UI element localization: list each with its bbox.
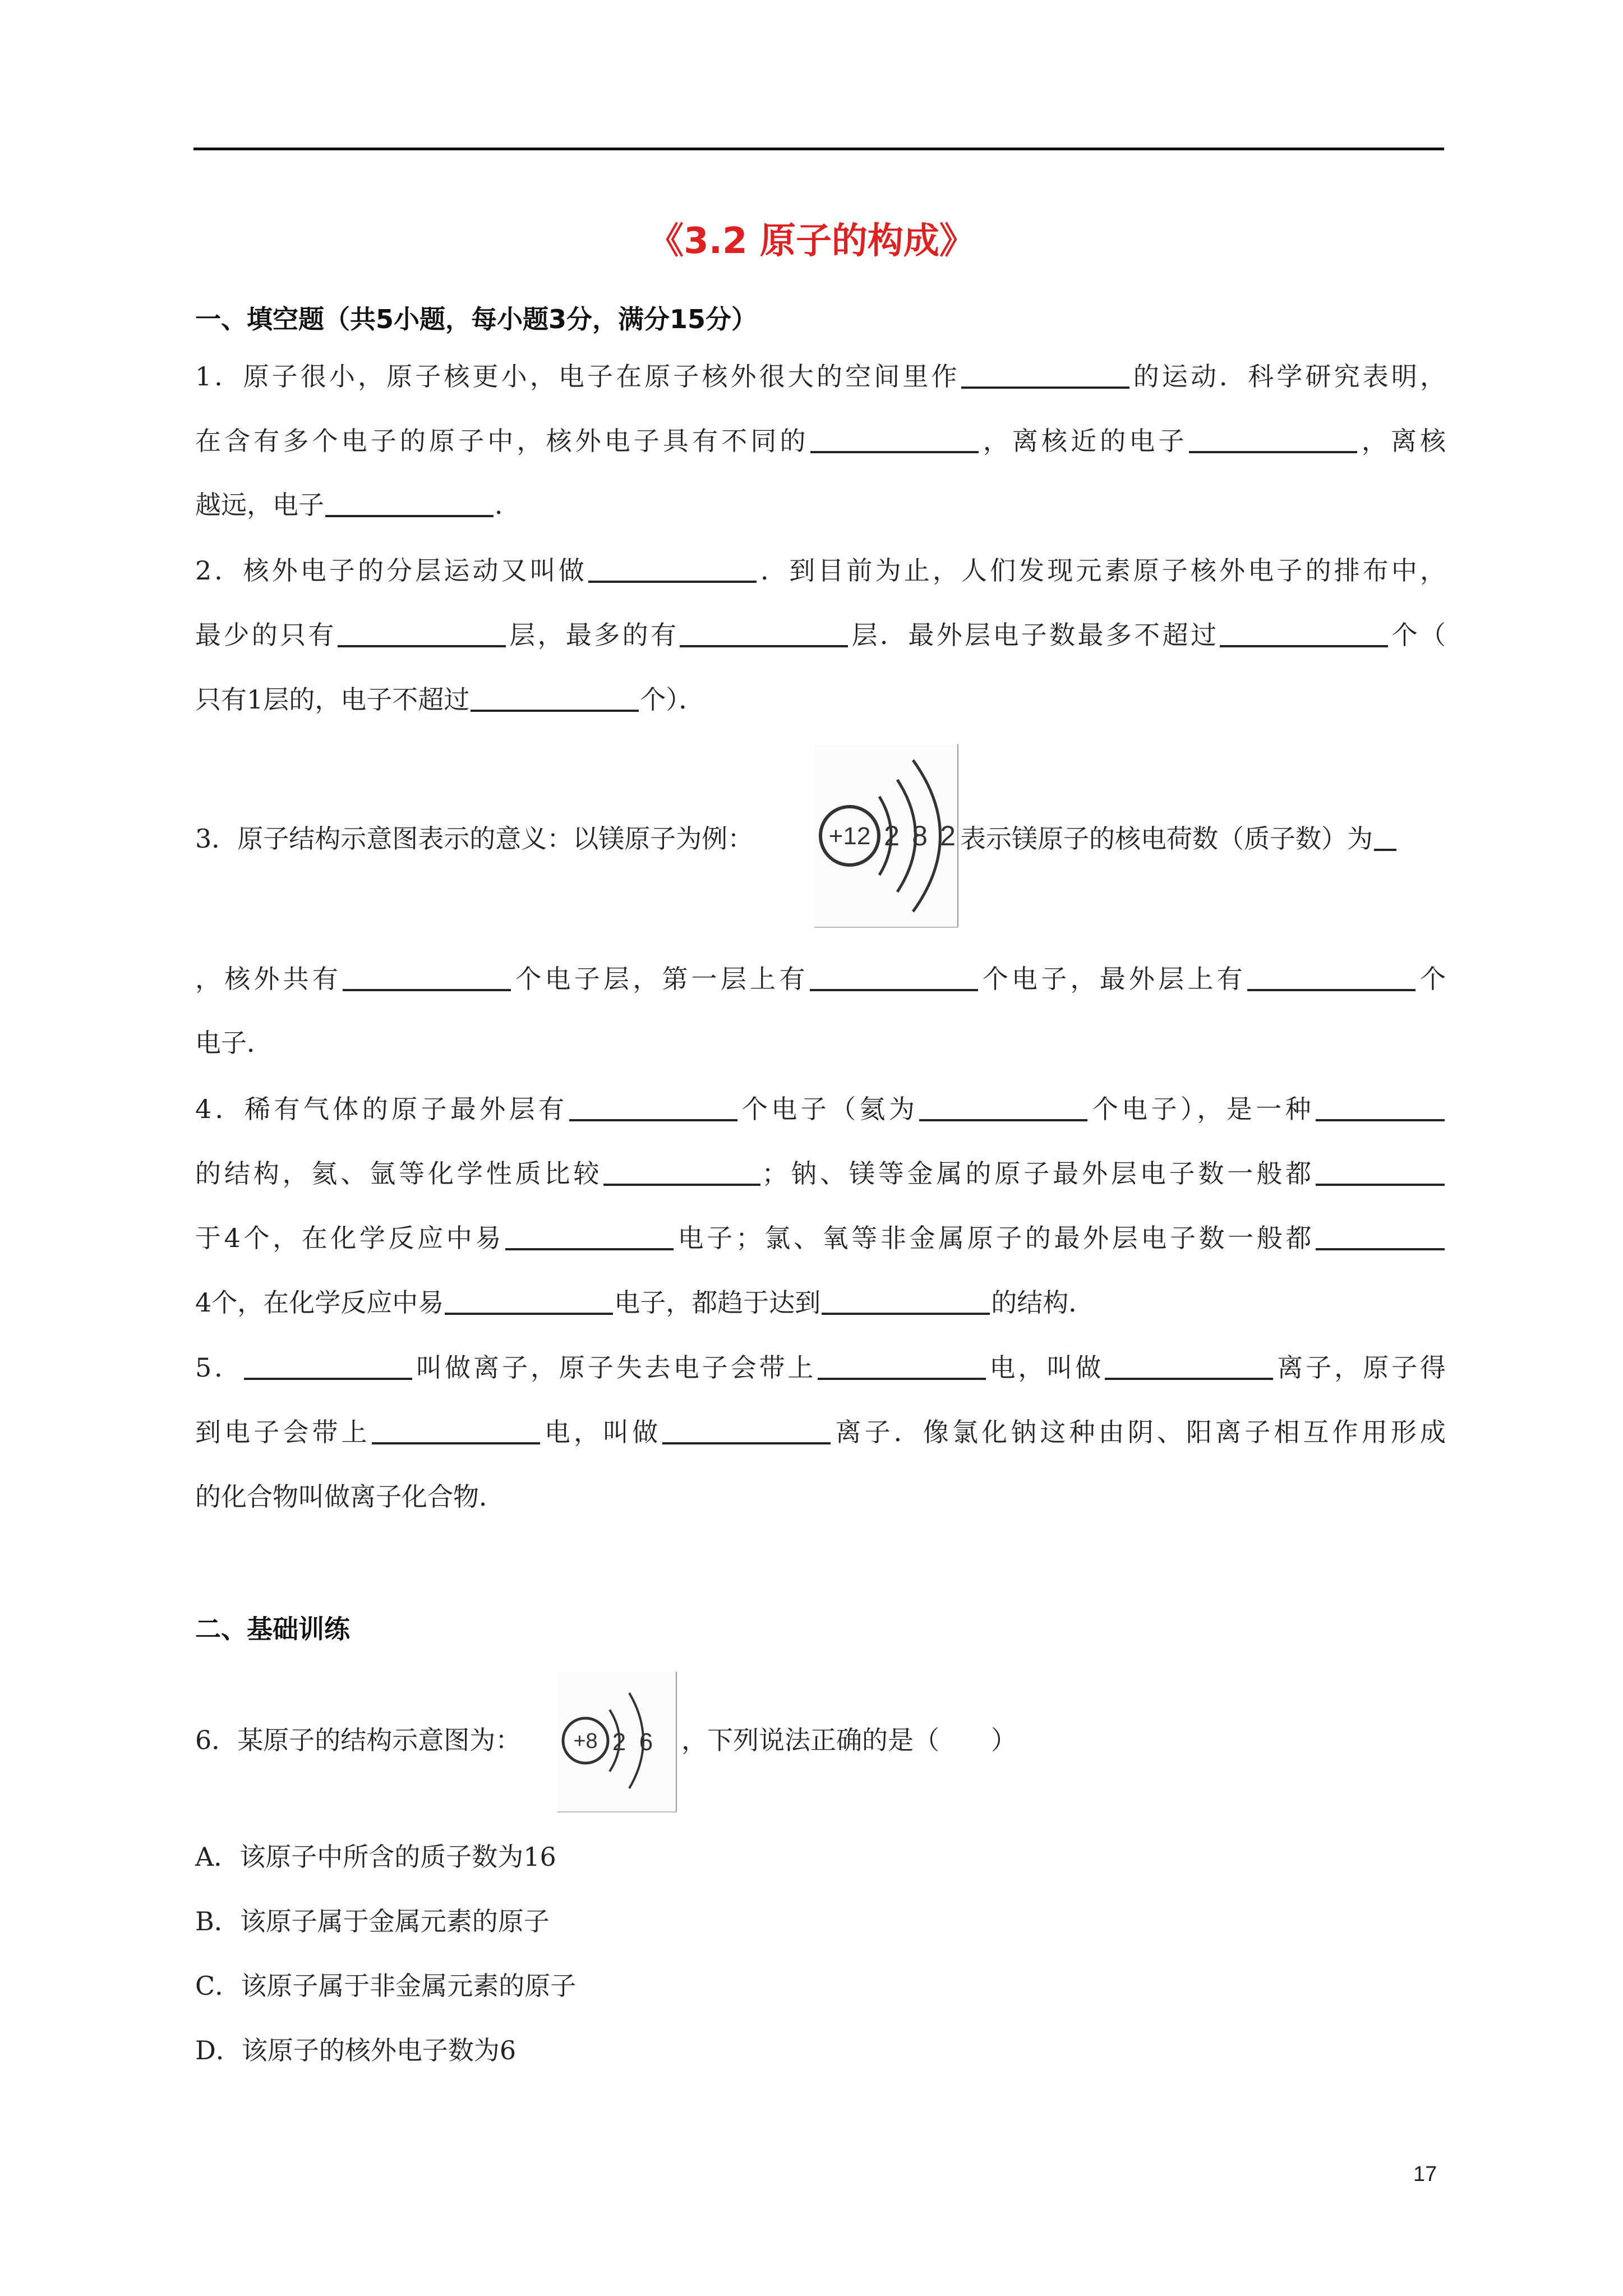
q6-option-d[interactable]: D．该原子的核外电子数为6 (195, 2035, 517, 2065)
q3-line-2: ，核外共有 个电子层，第一层上有 个电子，最外层上有 个 (195, 964, 1446, 994)
blank[interactable] (325, 490, 494, 517)
shell-3-count: 2 (940, 820, 956, 852)
shell-2-count: 8 (912, 820, 928, 852)
blank[interactable] (505, 1223, 674, 1250)
q6-option-b[interactable]: B．该原子属于金属元素的原子 (195, 1906, 550, 1936)
blank[interactable] (569, 1094, 737, 1121)
blank[interactable] (818, 1353, 986, 1380)
blank[interactable] (338, 620, 506, 647)
blank[interactable] (961, 362, 1129, 389)
blank[interactable] (1105, 1353, 1273, 1380)
blank[interactable] (1316, 1159, 1445, 1186)
blank[interactable] (1316, 1094, 1445, 1121)
q1-line-2: 在含有多个电子的原子中，核外电子具有不同的 ，离核近的电子 ，离核 (195, 426, 1446, 456)
q3-line-3: 电子． (195, 1028, 273, 1058)
q5-line-3: 的化合物叫做离子化合物． (195, 1481, 505, 1512)
blank[interactable] (471, 685, 639, 712)
q6-option-c[interactable]: C．该原子属于非金属元素的原子 (195, 1971, 577, 2001)
blank[interactable] (588, 556, 757, 583)
oxygen-atom-diagram (556, 1671, 680, 1814)
blank[interactable] (822, 1288, 990, 1315)
nucleus-charge: +8 (573, 1729, 598, 1753)
blank[interactable] (1316, 1223, 1445, 1250)
page-title: 《3.2 原子的构成》 (648, 220, 975, 262)
q2-line-1: 2．核外电子的分层运动又叫做 ．到目前为止，人们发现元素原子核外电子的排布中， (195, 555, 1446, 586)
blank[interactable] (680, 620, 848, 647)
blank[interactable] (603, 1159, 760, 1186)
blank[interactable] (372, 1418, 540, 1444)
q4-line-4: 4个，在化学反应中易 电子，都趋于达到 的结构． (195, 1287, 1095, 1318)
q3-line-1a: 3．原子结构示意图表示的意义：以镁原子为例： (195, 823, 754, 854)
q5-line-2: 到电子会带上 电，叫做 离子．像氯化钠这种由阴、阳离子相互作用形成 (195, 1417, 1446, 1447)
blank[interactable] (445, 1288, 613, 1315)
section-1-heading: 一、填空题（共5小题，每小题3分，满分15分） (195, 304, 758, 334)
q4-line-1: 4．稀有气体的原子最外层有 个电子（氦为 个电子），是一种 (195, 1092, 1446, 1126)
blank[interactable] (662, 1418, 831, 1444)
q1-line-3: 越远，电子 ． (195, 490, 520, 520)
q4-line-2: 的结构，氦、氩等化学性质比较 ；钠、镁等金属的原子最外层电子数一般都 (195, 1157, 1446, 1190)
q5-line-1: 5． 叫做离子，原子失去电子会带上 电，叫做 离子，原子得 (195, 1352, 1446, 1383)
blank[interactable] (1189, 426, 1357, 453)
q6-stem-b: ，下列说法正确的是（ ） (681, 1725, 1017, 1755)
blank[interactable] (810, 426, 979, 453)
blank[interactable] (1220, 620, 1388, 647)
blank[interactable] (1374, 824, 1396, 851)
nucleus-charge: +12 (828, 822, 871, 850)
q2-line-2: 最少的只有 层，最多的有 层．最外层电子数最多不超过 个（ (195, 620, 1446, 650)
shell-2-count: 6 (639, 1728, 653, 1756)
q2-line-3: 只有1层的，电子不超过 个）． (195, 684, 705, 715)
blank[interactable] (1247, 964, 1415, 991)
q6-stem-a: 6．某原子的结构示意图为： (195, 1725, 522, 1755)
q3-line-1b: 表示镁原子的核电荷数（质子数）为 (960, 822, 1398, 855)
section-2-heading: 二、基础训练 (195, 1614, 350, 1644)
magnesium-atom-diagram (813, 743, 962, 928)
page-number: 17 (1413, 2162, 1437, 2186)
q1-line-1: 1．原子很小，原子核更小，电子在原子核外很大的空间里作 的运动．科学研究表明， (195, 361, 1446, 392)
blank[interactable] (343, 964, 511, 991)
header-rule (193, 148, 1444, 150)
blank[interactable] (810, 964, 978, 991)
blank[interactable] (919, 1094, 1087, 1121)
shell-1-count: 2 (612, 1728, 626, 1756)
q6-option-a[interactable]: A．该原子中所含的质子数为16 (195, 1842, 556, 1872)
q4-line-3: 于4个，在化学反应中易 电子；氯、氧等非金属原子的最外层电子数一般都 (195, 1221, 1446, 1255)
blank[interactable] (244, 1353, 412, 1380)
shell-1-count: 2 (884, 820, 900, 852)
